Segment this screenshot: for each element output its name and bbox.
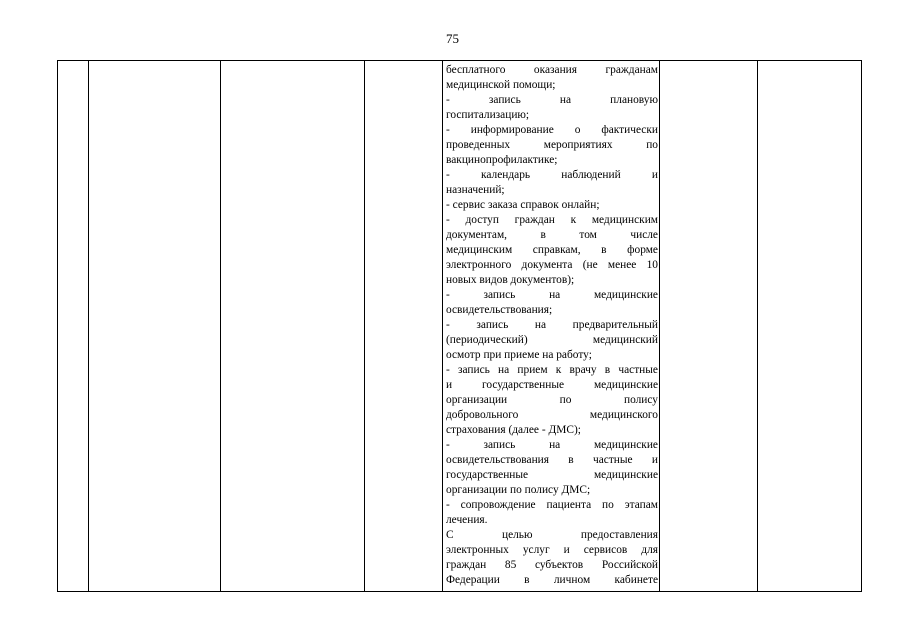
cell-text (443, 61, 659, 588)
table-cell-2 (89, 61, 221, 592)
text-line: С целью предоставления (446, 529, 658, 541)
document-table (57, 60, 862, 592)
table-row (58, 61, 862, 592)
text-line: - запись на прием к врачу в частные (446, 364, 658, 376)
table-cell-6 (660, 61, 758, 592)
table-cell-number (58, 61, 89, 592)
text-line: организации по полису ДМС; (446, 484, 591, 496)
text-line: - запись на плановую (446, 94, 658, 106)
text-line: добровольного медицинского (446, 409, 658, 421)
table-cell-description (443, 61, 660, 592)
page-number: 75 (446, 31, 459, 46)
text-line: (периодический) медицинский (446, 334, 658, 346)
text-line: - сервис заказа справок онлайн; (446, 199, 600, 211)
text-line: новых видов документов); (446, 274, 575, 286)
text-line: граждан 85 субъектов Российской (446, 559, 658, 571)
text-line: - сопровождение пациента по этапам (446, 499, 658, 511)
text-line: - календарь наблюдений и (446, 169, 658, 181)
text-line: - запись на медицинские (446, 439, 658, 451)
text-line: лечения. (446, 514, 488, 526)
table-cell-7 (758, 61, 862, 592)
text-line: организации по полису (446, 394, 658, 406)
text-line: госпитализацию; (446, 109, 530, 121)
text-line: электронных услуг и сервисов для (446, 544, 658, 556)
text-line: проведенных мероприятиях по (446, 139, 658, 151)
text-line: государственные медицинские (446, 469, 658, 481)
text-line: бесплатного оказания гражданам (446, 64, 658, 76)
text-line: - доступ граждан к медицинским (446, 214, 658, 226)
text-line: и государственные медицинские (446, 379, 658, 391)
text-line: назначений; (446, 184, 505, 196)
text-line: - запись на медицинские (446, 289, 658, 301)
text-line: освидетельствования в частные и (446, 454, 658, 466)
text-line: - запись на предварительный (446, 319, 658, 331)
table-cell-3 (221, 61, 365, 592)
text-line: - информирование о фактически (446, 124, 658, 136)
text-line: осмотр при приеме на работу; (446, 349, 592, 361)
table-cell-4 (365, 61, 443, 592)
text-line: освидетельствования; (446, 304, 553, 316)
text-line: медицинской помощи; (446, 79, 556, 91)
text-line: Федерации в личном кабинете (446, 574, 658, 586)
text-line: страхования (далее - ДМС); (446, 424, 581, 436)
text-line: вакцинопрофилактике; (446, 154, 558, 166)
text-line: медицинским справкам, в форме (446, 244, 658, 256)
text-line: документам, в том числе (446, 229, 658, 241)
text-line: электронного документа (не менее 10 (446, 259, 658, 271)
